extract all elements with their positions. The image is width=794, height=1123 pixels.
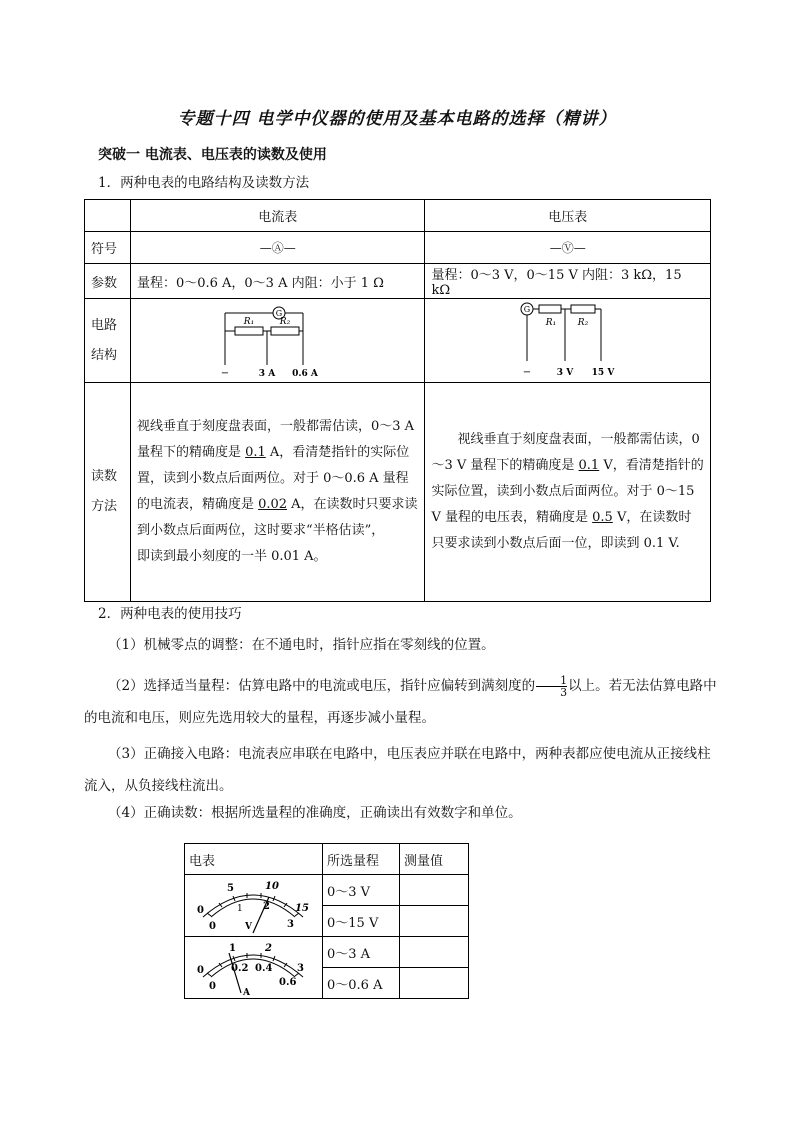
tip-3: （3）正确接入电路：电流表应串联在电路中，电压表应并联在电路中，两种表都应使电流从正接线柱流入，从负接线柱流出。 [84,746,711,794]
v-range-15: 0～15 V [323,906,400,937]
dial-label-02: 0.2 [231,962,249,974]
voltmeter-dial [189,877,317,935]
ammeter-read-text-b: A，看清楚指针的实际位置，读到小数点后面两位。对于 0～0.6 A 量程的电流表，精确度是 [136,445,410,512]
a-range-3: 0～3 A [323,937,400,968]
tip-4: （4）正确读数：根据所选量程的准确度，正确读出有效数字和单位。 [108,805,522,821]
dial-label-2: 2 [265,942,272,954]
dial-label-s0: 0 [209,980,216,992]
row-label-reading-line2: 方法 [91,499,118,514]
voltmeter-circuit-diagram [513,301,623,381]
g-label: G [275,308,282,318]
meter-comparison-table [84,199,711,602]
voltmeter-read-text-b: V，看清楚指针的实际位置，读到小数点后面两位。对于 0～15 V 量程的电压表，精确度是 [431,458,704,525]
r1-label: R₁ [243,316,254,327]
dial-label-1: 1 [229,942,236,954]
dial-label-s1: 1 [237,903,243,914]
v-range-3: 0～3 V [323,875,400,906]
corner-cell [85,200,131,232]
voltmeter-precision-3v: 0.1 [578,458,600,473]
voltmeter-precision-15v: 0.5 [592,510,613,525]
v-value-3[interactable] [400,875,469,906]
dial-label-s0: 0 [209,920,216,932]
item-1-heading: 1．两种电表的电路结构及读数方法 [98,175,310,191]
header-range: 所选量程 [323,844,400,875]
fraction-numerator: 1 [560,674,568,687]
r1-label: R₁ [545,317,556,328]
row-label-circuit-line1: 电路 [91,317,118,333]
dial-label-3: 3 [297,962,304,974]
header-value: 测量值 [400,844,469,875]
row-label-symbol: 符号 [85,232,131,264]
header-voltmeter: 电压表 [425,200,711,232]
dial-label-04: 0.4 [255,962,273,974]
dial-label-0: 0 [197,964,204,976]
a-value-06[interactable] [400,968,469,999]
dial-label-s3: 3 [287,918,294,930]
voltmeter-reading-method [425,383,711,602]
a-range-06: 0～0.6 A [323,968,400,999]
dial-label-10: 10 [265,880,279,892]
minus-terminal: − [220,367,229,379]
terminal-3a: 3 A [258,368,275,379]
ammeter-read-text-d: 即读到最小刻度的一半 0.01 A。 [136,549,327,564]
dial-label-5: 5 [227,882,234,894]
voltmeter-read-text-c: V，在读数时只要求读到小数点后面一位，即读到 0.1 V. [431,510,692,551]
ammeter-unit: A [243,987,250,997]
g-label: G [523,304,530,314]
terminal-06a: 0.6 A [291,368,318,379]
v-value-15[interactable] [400,906,469,937]
row-label-params: 参数 [85,264,131,299]
dial-label-06: 0.6 [279,976,297,988]
ammeter-precision-3a: 0.1 [245,445,266,460]
ammeter-dial-cell [185,937,323,999]
tip-1: （1）机械零点的调整：在不通电时，指针应指在零刻线的位置。 [108,637,495,653]
section-heading: 突破一 电流表、电压表的读数及使用 [98,147,327,163]
ammeter-params: 量程：0～0.6 A，0～3 A 内阻：小于 1 Ω [130,264,425,299]
ammeter-precision-06a: 0.02 [258,497,288,512]
page-title: 专题十四 电学中仪器的使用及基本电路的选择（精讲） [177,109,617,129]
ammeter-reading-method [130,383,425,602]
row-label-circuit-line2: 结构 [91,347,118,363]
tip-2-text-a: （2）选择适当量程：估算电路中的电流或电压，指针应偏转到满刻度的 [108,678,536,694]
fraction-denominator: 3 [536,686,567,698]
tip-2-text-b: 以上。若无法估算电路中的电流和电压，则应先选用较大的量程，再逐步减小量程。 [84,678,717,726]
ammeter-circuit-diagram [213,303,343,379]
ammeter-dial [189,939,317,997]
header-ammeter: 电流表 [130,200,425,232]
dial-label-0: 0 [197,904,204,916]
row-label-reading-line1: 读数 [91,469,118,484]
voltmeter-params: 量程：0～3 V，0～15 V 内阻：3 kΩ，15 kΩ [425,264,711,299]
ammeter-circuit-cell [130,299,425,383]
minus-terminal: − [522,366,531,378]
tip-2 [84,670,724,734]
reading-practice-table [184,843,469,999]
voltmeter-unit: V [245,921,252,932]
voltmeter-circuit-cell [425,299,711,383]
voltmeter-symbol: —Ⓥ— [425,232,711,264]
header-meter: 电表 [185,844,323,875]
row-label-circuit [85,299,131,383]
fraction-one-third [536,675,567,698]
dial-label-s2: 2 [263,900,270,912]
dial-label-15: 15 [295,902,309,914]
a-value-3[interactable] [400,937,469,968]
r2-label: R₂ [577,317,588,328]
voltmeter-read-text-a: 视线垂直于刻度盘表面，一般都需估读，0～3 V 量程下的精确度是 [431,432,700,473]
terminal-15v: 15 V [591,367,615,378]
ammeter-read-text-a: 视线垂直于刻度盘表面，一般都需估读，0～3 A 量程下的精确度是 [136,419,415,460]
r2-label: R₂ [279,316,290,327]
ammeter-symbol: —Ⓐ— [130,232,425,264]
ammeter-read-text-c: A，在读数时只要求读到小数点后面两位，这时要求“半格估读”， [136,497,418,538]
terminal-3v: 3 V [556,367,573,378]
row-label-reading [85,383,131,602]
item-2-heading: 2．两种电表的使用技巧 [98,606,242,622]
voltmeter-dial-cell [185,875,323,937]
